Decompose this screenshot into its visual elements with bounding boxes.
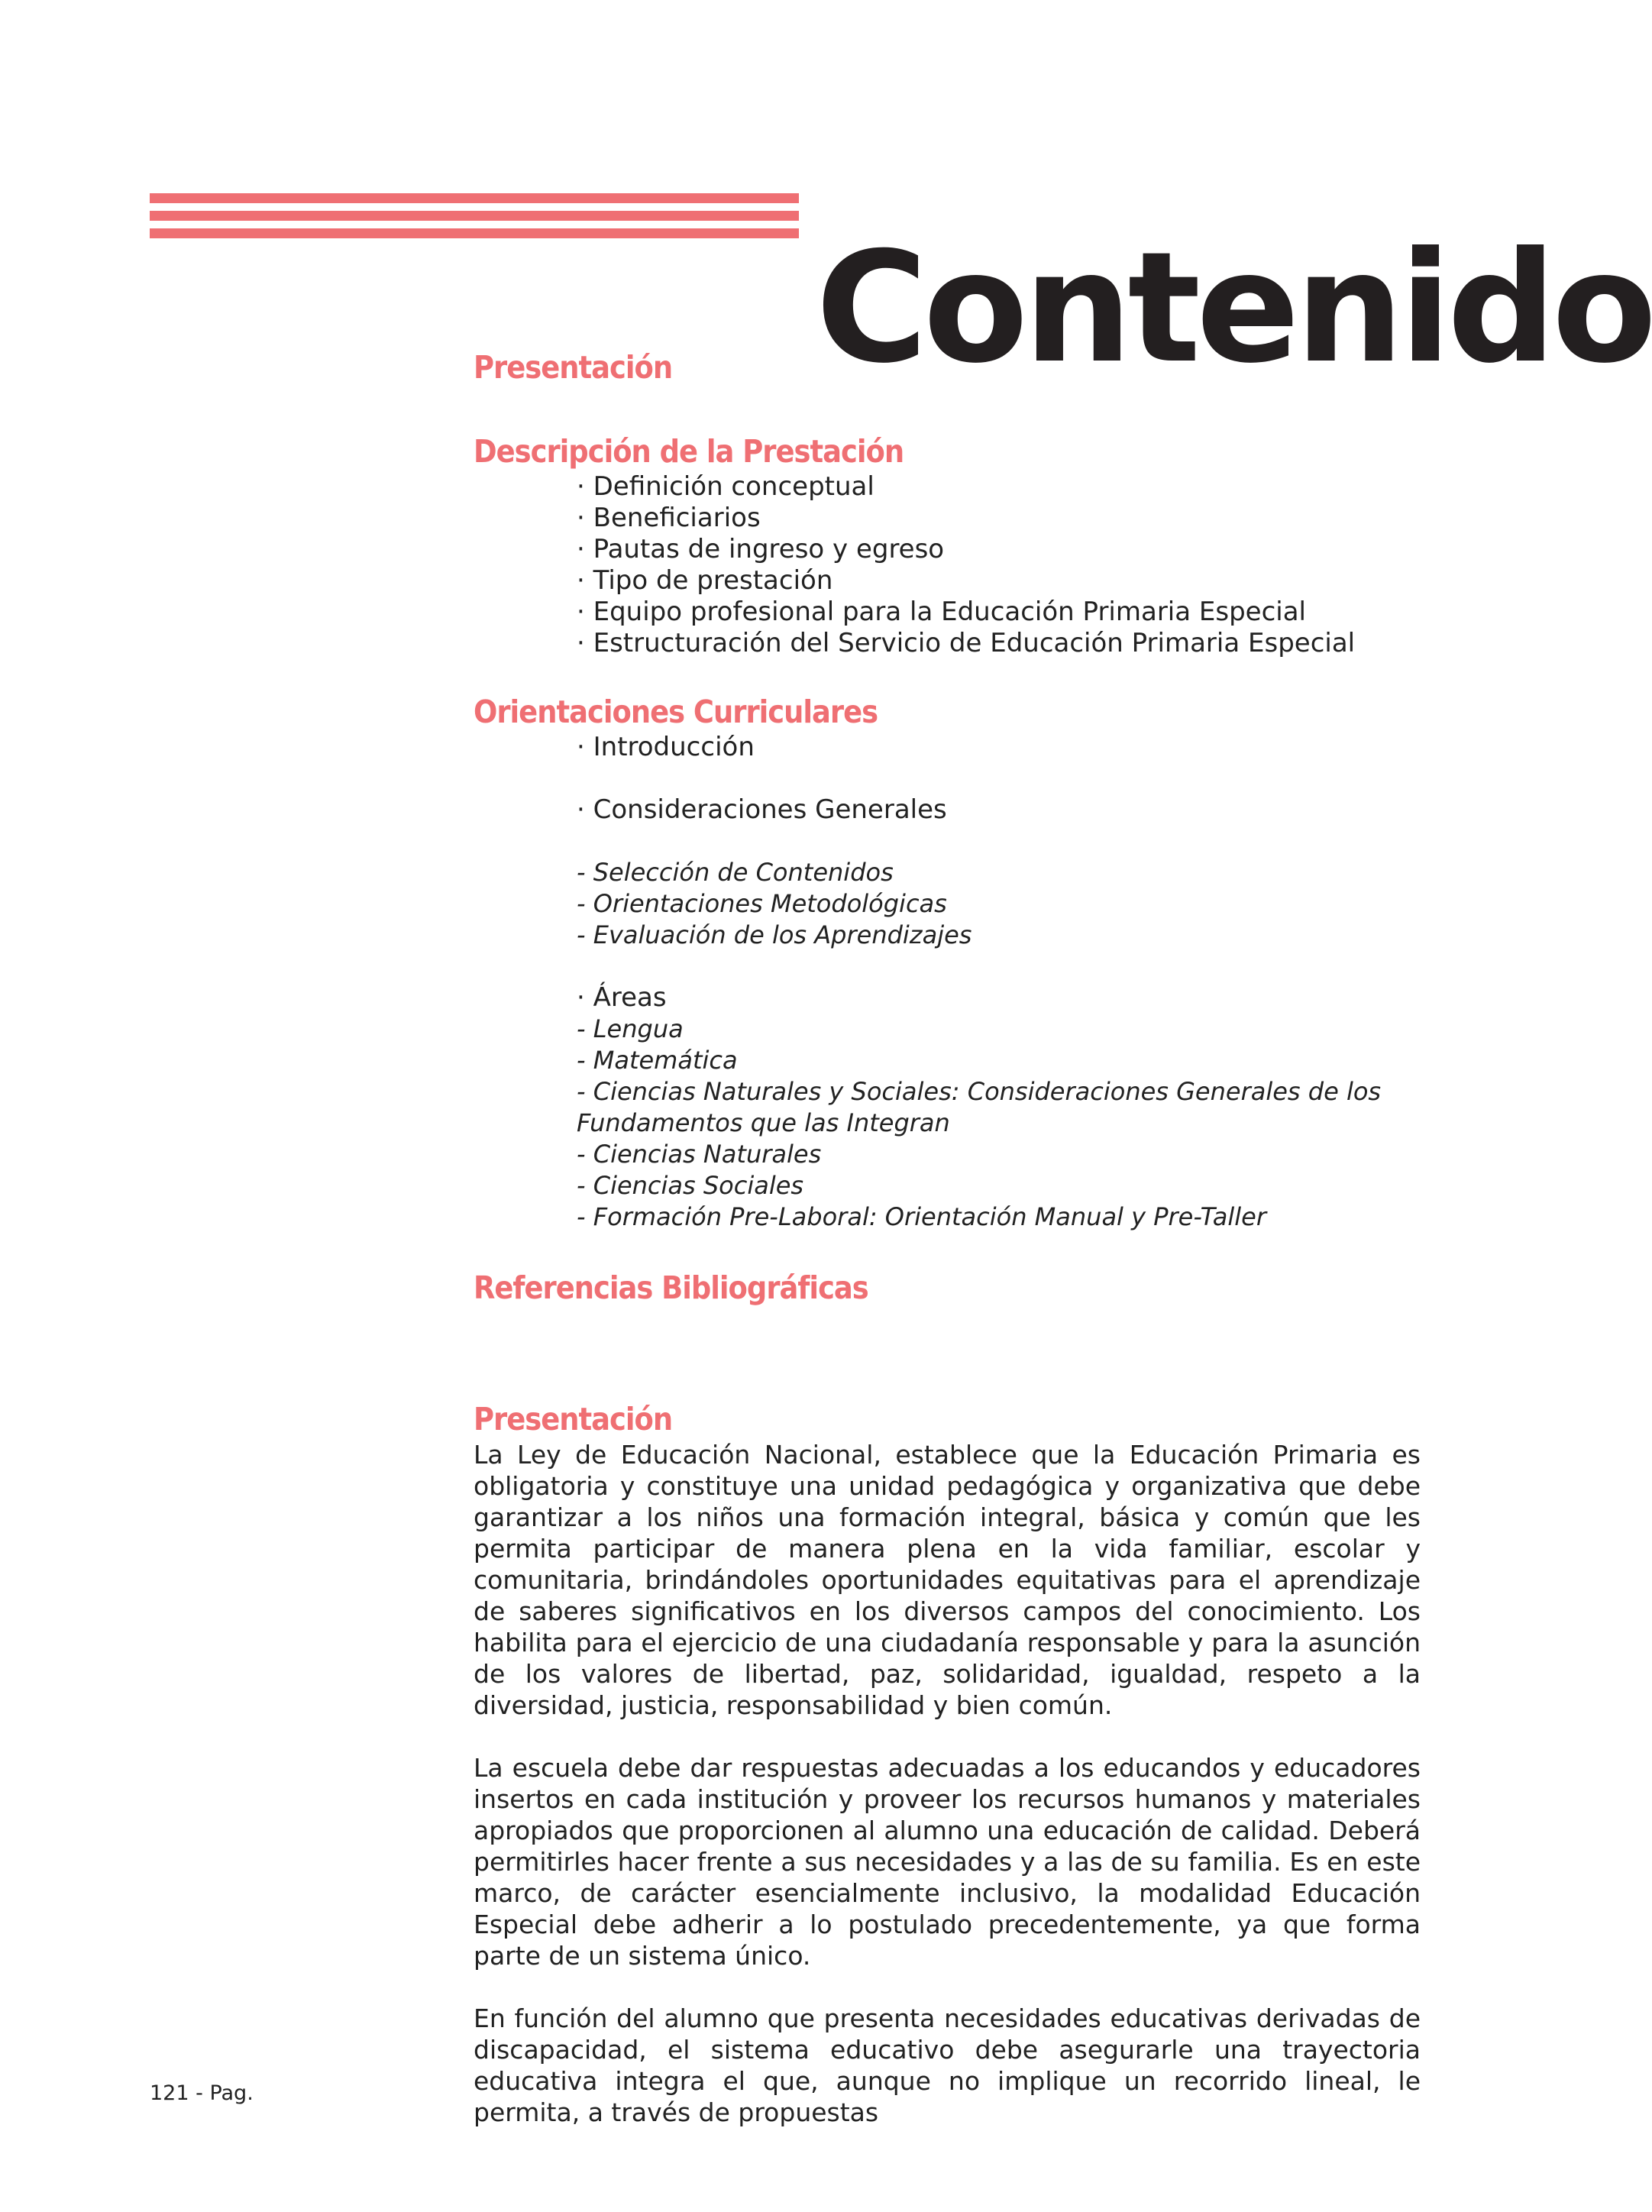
toc-item: · Estructuración del Servicio de Educación Primaria Especial [577,628,1356,658]
main-content [474,348,1421,2128]
toc-item: · Áreas [577,982,667,1013]
section-heading-presentacion: Presentación [474,1401,673,1437]
toc-heading-referencias: Referencias Bibliográficas [474,1269,868,1306]
toc-item: · Equipo profesional para la Educación Primaria Especial [577,597,1307,627]
toc-subitem: - Ciencias Naturales y Sociales: Consideraciones Generales de los Fundamentos que las Integran [577,1077,1382,1137]
stripe [150,228,799,238]
toc-subitem: - Ciencias Sociales [577,1171,804,1200]
toc-subitem: - Evaluación de los Aprendizajes [577,920,972,949]
page-title: Contenido [816,219,1652,397]
section-body [474,1439,1421,2128]
toc-subitem: - Selección de Contenidos [577,858,894,887]
paragraph: En función del alumno que presenta necesidades educativas derivadas de discapacidad, el sistema educativo debe asegurarle una trayectoria educativa integra el que, aunque no implique un recorrido lineal, le permita, a través de propuestas [474,2003,1421,2127]
toc-list-orientaciones [474,732,1421,1233]
toc-item: · Introducción [577,732,755,762]
toc-item: · Pautas de ingreso y egreso [577,534,945,564]
toc-subitem: - Formación Pre-Laboral: Orientación Manual y Pre-Taller [577,1202,1266,1231]
toc-item: · Tipo de prestación [577,565,833,596]
paragraph: La Ley de Educación Nacional, establece que la Educación Primaria es obligatoria y constituye una unidad pedagógica y organizativa que debe garantizar a los niños una formación integral, básica y común que les permita participar de manera plena en la vida familiar, escolar y comunitaria, brindándoles oportunidades equitativas para el aprendizaje de saberes significativos en los diversos campos del conocimiento. Los habilita para el ejercicio de una ciudadanía responsable y para la asunción de los valores de libertad, paz, solidaridad, igualdad, respeto a la diversidad, justicia, responsabilidad y bien común. [474,1440,1421,1720]
stripe [150,211,799,221]
toc-list-descripcion [474,471,1421,659]
toc-heading-descripcion: Descripción de la Prestación [474,433,904,470]
toc-subitem: - Matemática [577,1046,738,1075]
paragraph: La escuela debe dar respuestas adecuadas a los educandos y educadores insertos en cada institución y proveer los recursos humanos y materiales apropiados que proporcionen al alumno una educación de calidad. Deberá permitirles hacer frente a sus necesidades y a las de su familia. Es en este marco, de carácter esencialmente inclusivo, la modalidad Educación Especial debe adherir a lo postulado precedentemente, ya que forma parte de un sistema único. [474,1753,1421,1971]
stripe [150,193,799,203]
toc-subitem: - Orientaciones Metodológicas [577,889,947,918]
toc-subitem: - Lengua [577,1014,684,1043]
page-number: 121 - Pag. [150,2081,254,2105]
toc-item: · Consideraciones Generales [577,794,947,825]
header-stripes [150,193,799,246]
toc-heading-presentacion: Presentación [474,349,673,386]
toc-heading-orientaciones: Orientaciones Curriculares [474,694,878,730]
toc-subitem: - Ciencias Naturales [577,1140,822,1169]
toc-item: · Definición conceptual [577,471,874,502]
toc-item: · Beneficiarios [577,503,761,533]
